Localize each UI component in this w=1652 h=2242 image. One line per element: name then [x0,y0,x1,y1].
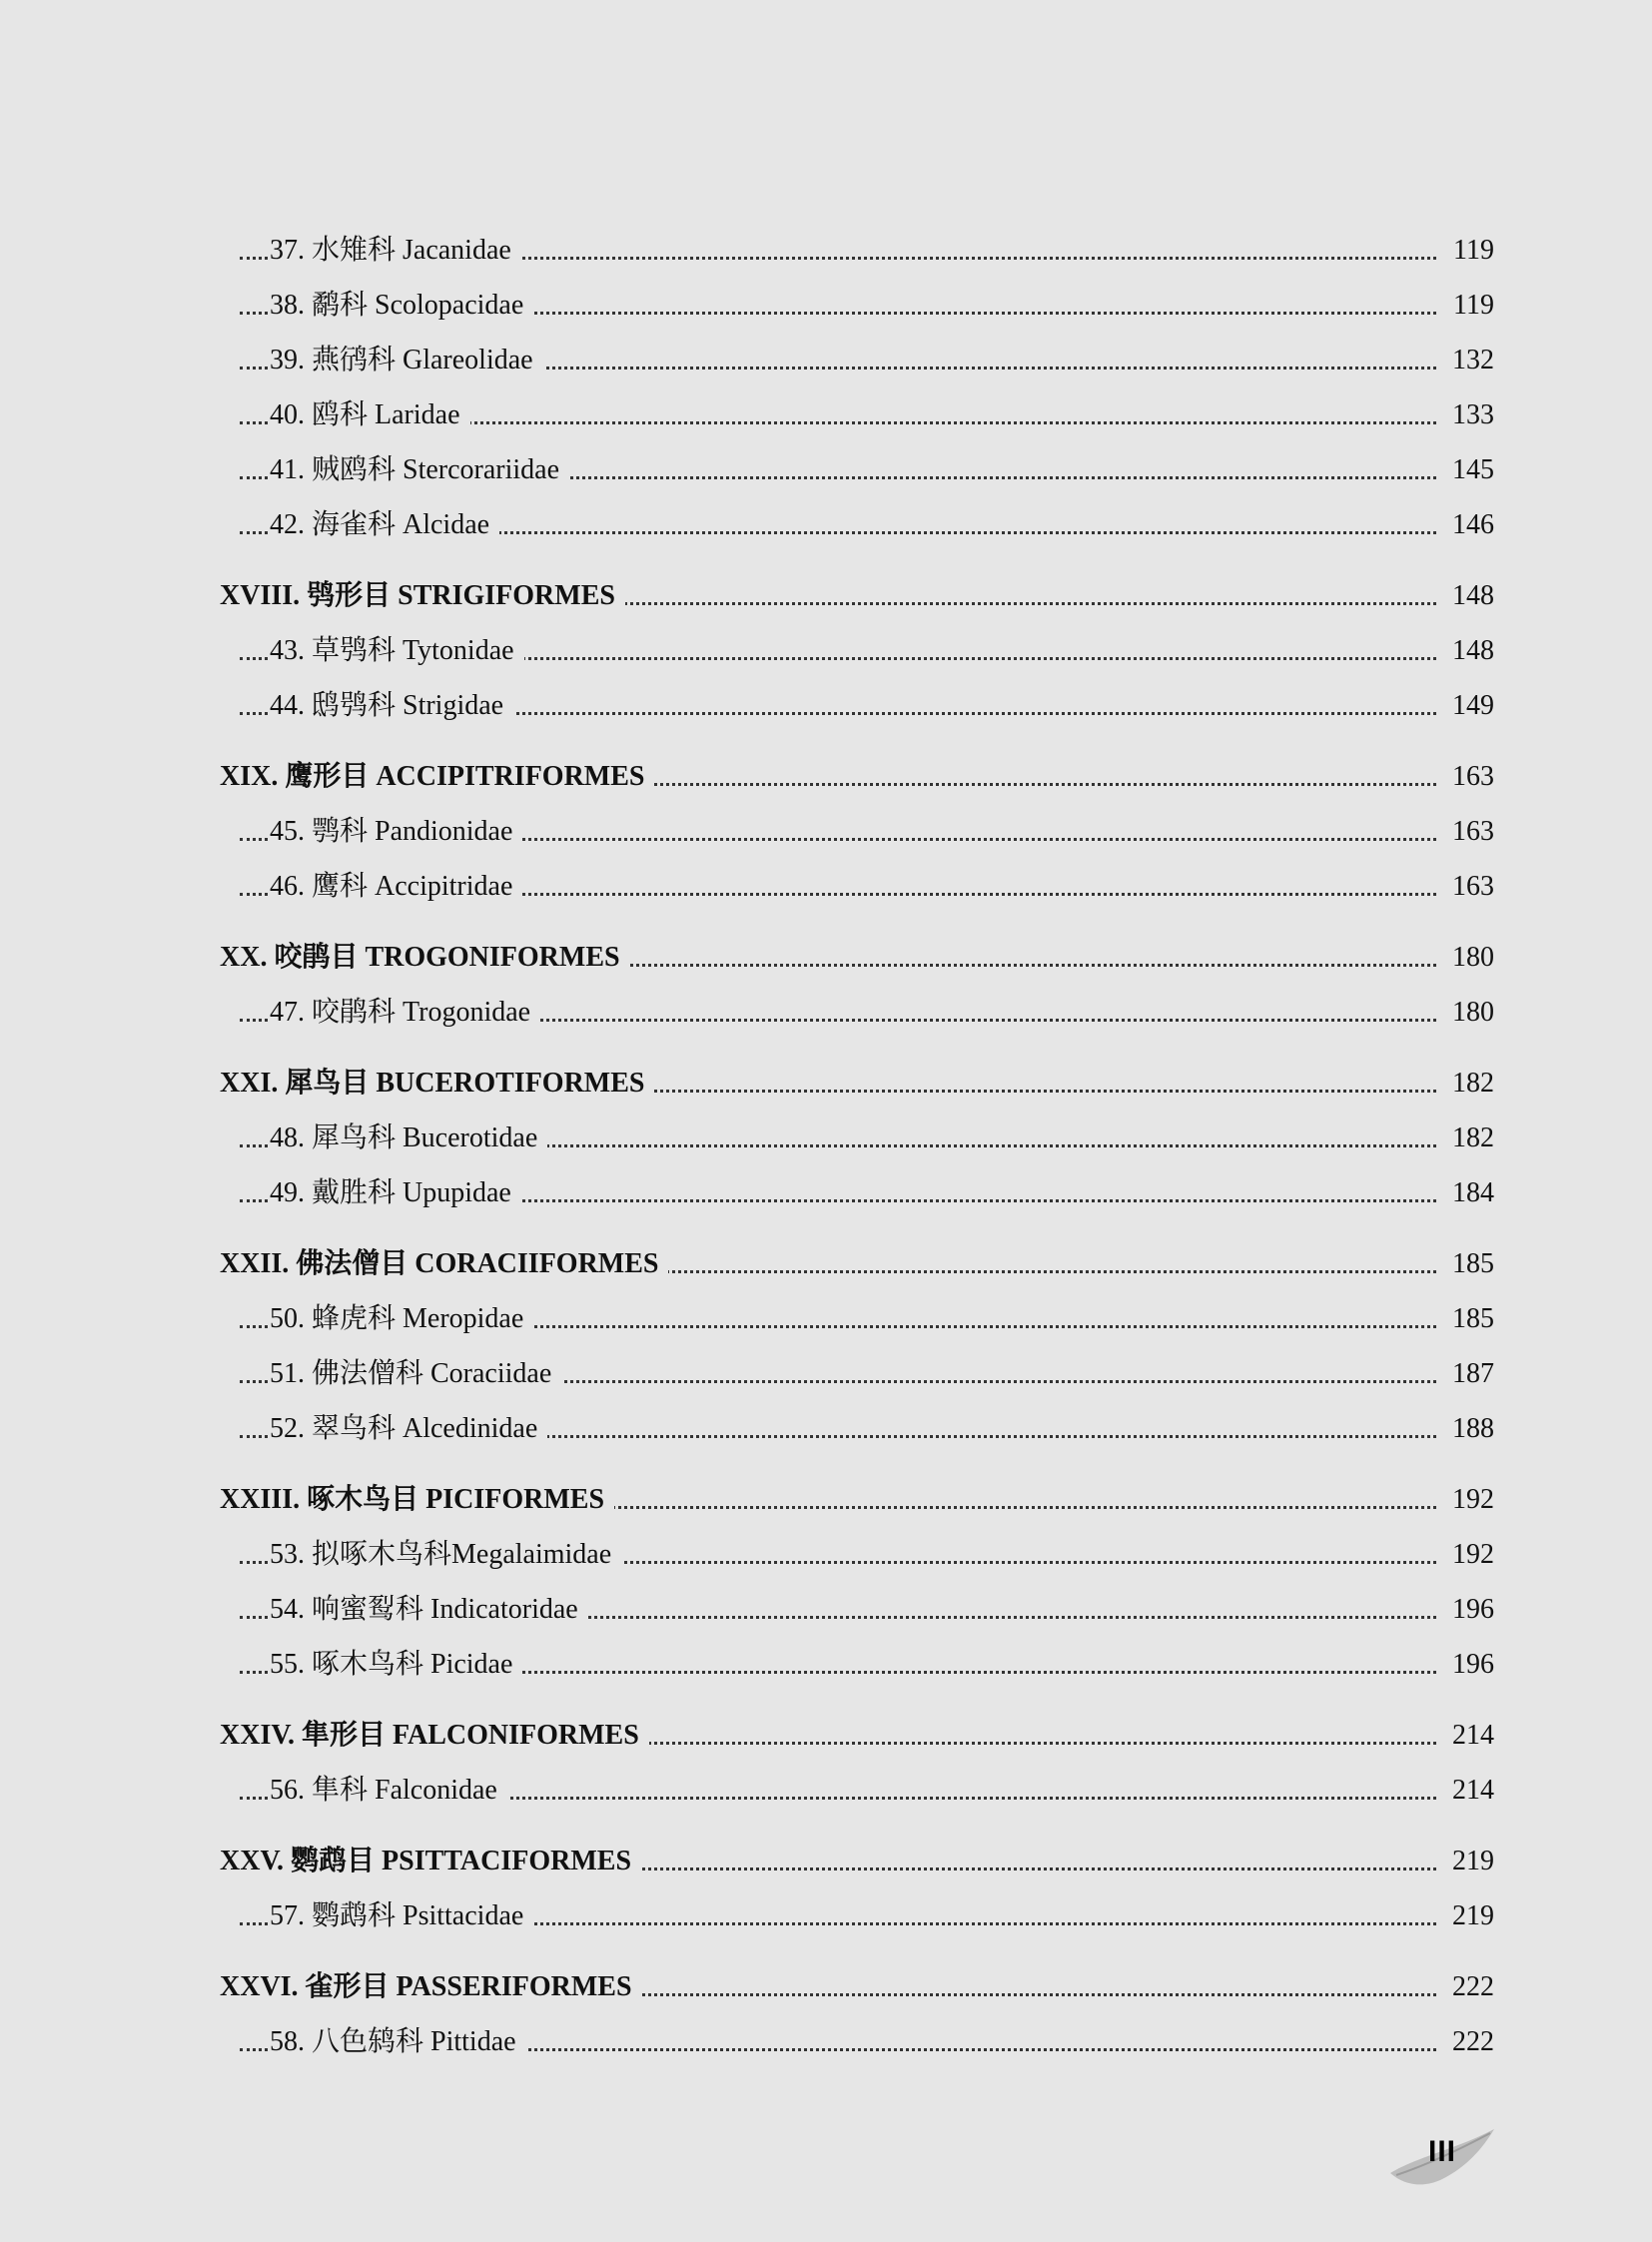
toc-entry-page-number: 180 [1436,941,1494,975]
toc-family-entry[interactable] [0,342,1652,381]
toc-order-entry[interactable] [0,1843,1652,1882]
toc-order-entry[interactable] [0,1481,1652,1521]
toc-order-entry[interactable] [0,758,1652,798]
toc-entry-page-number: 148 [1436,579,1494,613]
toc-entry-page-number: 196 [1436,1648,1494,1682]
toc-entry-label: XIX. 鹰形目 ACCIPITRIFORMES [220,760,654,794]
toc-entry-label: 45. 鹗科 Pandionidae [270,815,522,849]
toc-family-entry[interactable] [0,506,1652,546]
toc-family-entry[interactable] [0,1174,1652,1214]
toc-entry-label: 48. 犀鸟科 Bucerotidae [270,1121,547,1155]
toc-entry-label: 58. 八色鸫科 Pittidae [270,2025,526,2059]
toc-family-entry[interactable] [0,2023,1652,2063]
toc-order-entry[interactable] [0,1968,1652,2008]
toc-family-entry[interactable] [0,687,1652,727]
toc-entry-label: 46. 鹰科 Accipitridae [270,870,522,904]
toc-entry-label: 54. 响蜜䴕科 Indicatoridae [270,1593,588,1627]
toc-order-entry[interactable] [0,1245,1652,1285]
toc-order-entry[interactable] [0,577,1652,617]
toc-entry-page-number: 222 [1436,2025,1494,2059]
toc-entry-label: XX. 咬鹃目 TROGONIFORMES [220,941,630,975]
toc-family-entry[interactable] [0,1410,1652,1450]
toc-entry-page-number: 146 [1436,508,1494,542]
toc-entry-label: 47. 咬鹃科 Trogonidae [270,996,540,1030]
toc-entry-page-number: 163 [1436,815,1494,849]
toc-entry-label: XXIV. 隼形目 FALCONIFORMES [220,1719,649,1753]
toc-family-entry[interactable] [0,1355,1652,1395]
toc-entry-page-number: 187 [1436,1357,1494,1391]
toc-family-entry[interactable] [0,994,1652,1034]
toc-entry-label: 53. 拟啄木鸟科Megalaimidae [270,1538,621,1572]
toc-entry-label: 42. 海雀科 Alcidae [270,508,499,542]
toc-order-entry[interactable] [0,1065,1652,1105]
toc-entry-page-number: 192 [1436,1538,1494,1572]
toc-order-entry[interactable] [0,939,1652,979]
toc-entry-label: 56. 隼科 Falconidae [270,1774,507,1808]
toc-family-entry[interactable] [0,287,1652,327]
toc-family-entry[interactable] [0,1646,1652,1686]
toc-family-entry[interactable] [0,396,1652,436]
toc-entry-page-number: 219 [1436,1899,1494,1933]
toc-entry-page-number: 149 [1436,689,1494,723]
toc-family-entry[interactable] [0,1591,1652,1631]
toc-entry-page-number: 196 [1436,1593,1494,1627]
toc-entry-page-number: 145 [1436,453,1494,487]
toc-family-entry[interactable] [0,451,1652,491]
toc-family-entry[interactable] [0,1300,1652,1340]
toc-entry-page-number: 185 [1436,1302,1494,1336]
toc-entry-label: 49. 戴胜科 Upupidae [270,1176,521,1210]
page-folio [1386,2127,1498,2197]
toc-order-entry[interactable] [0,1717,1652,1757]
toc-entry-label: 57. 鹦鹉科 Psittacidae [270,1899,533,1933]
toc-entry-page-number: 182 [1436,1121,1494,1155]
toc-entry-page-number: 188 [1436,1412,1494,1446]
toc-entry-label: XVIII. 鸮形目 STRIGIFORMES [220,579,625,613]
toc-entry-page-number: 163 [1436,870,1494,904]
toc-family-entry[interactable] [0,1897,1652,1937]
toc-entry-label: XXI. 犀鸟目 BUCEROTIFORMES [220,1067,654,1101]
toc-entry-label: XXIII. 啄木鸟目 PICIFORMES [220,1483,614,1517]
toc-entry-label: 52. 翠鸟科 Alcedinidae [270,1412,547,1446]
toc-family-entry[interactable] [0,1120,1652,1159]
toc-entry-page-number: 133 [1436,398,1494,432]
toc-entry-label: 37. 水雉科 Jacanidae [270,234,521,268]
toc-family-entry[interactable] [0,1772,1652,1812]
toc-entry-page-number: 119 [1436,234,1494,268]
toc-family-entry[interactable] [0,868,1652,908]
toc-entry-page-number: 132 [1436,344,1494,377]
toc-entry-page-number: 185 [1436,1247,1494,1281]
toc-entry-page-number: 180 [1436,996,1494,1030]
toc-family-entry[interactable] [0,232,1652,272]
toc-entry-page-number: 119 [1436,289,1494,323]
toc-entry-page-number: 214 [1436,1719,1494,1753]
toc-entry-label: 40. 鸥科 Laridae [270,398,470,432]
toc-entry-page-number: 214 [1436,1774,1494,1808]
toc-entry-page-number: 182 [1436,1067,1494,1101]
page-number: III [1427,2135,1456,2168]
toc-entry-page-number: 192 [1436,1483,1494,1517]
toc-family-entry[interactable] [0,1536,1652,1576]
toc-entry-page-number: 184 [1436,1176,1494,1210]
toc-entry-page-number: 163 [1436,760,1494,794]
toc-entry-label: 50. 蜂虎科 Meropidae [270,1302,533,1336]
toc-entry-label: 43. 草鸮科 Tytonidae [270,634,524,668]
toc-entry-label: XXV. 鹦鹉目 PSITTACIFORMES [220,1845,641,1878]
toc-entry-label: 55. 啄木鸟科 Picidae [270,1648,522,1682]
toc-entry-page-number: 219 [1436,1845,1494,1878]
toc-family-entry[interactable] [0,813,1652,853]
toc-family-entry[interactable] [0,632,1652,672]
toc-entry-page-number: 222 [1436,1970,1494,2004]
toc-entry-label: 44. 鸱鸮科 Strigidae [270,689,513,723]
toc-entry-label: XXVI. 雀形目 PASSERIFORMES [220,1970,642,2004]
toc-entry-page-number: 148 [1436,634,1494,668]
toc-entry-label: 41. 贼鸥科 Stercorariidae [270,453,569,487]
toc-entry-label: 51. 佛法僧科 Coraciidae [270,1357,561,1391]
toc-entry-label: 38. 鹬科 Scolopacidae [270,289,533,323]
toc-entry-label: 39. 燕鸻科 Glareolidae [270,344,543,377]
toc-entry-label: XXII. 佛法僧目 CORACIIFORMES [220,1247,668,1281]
